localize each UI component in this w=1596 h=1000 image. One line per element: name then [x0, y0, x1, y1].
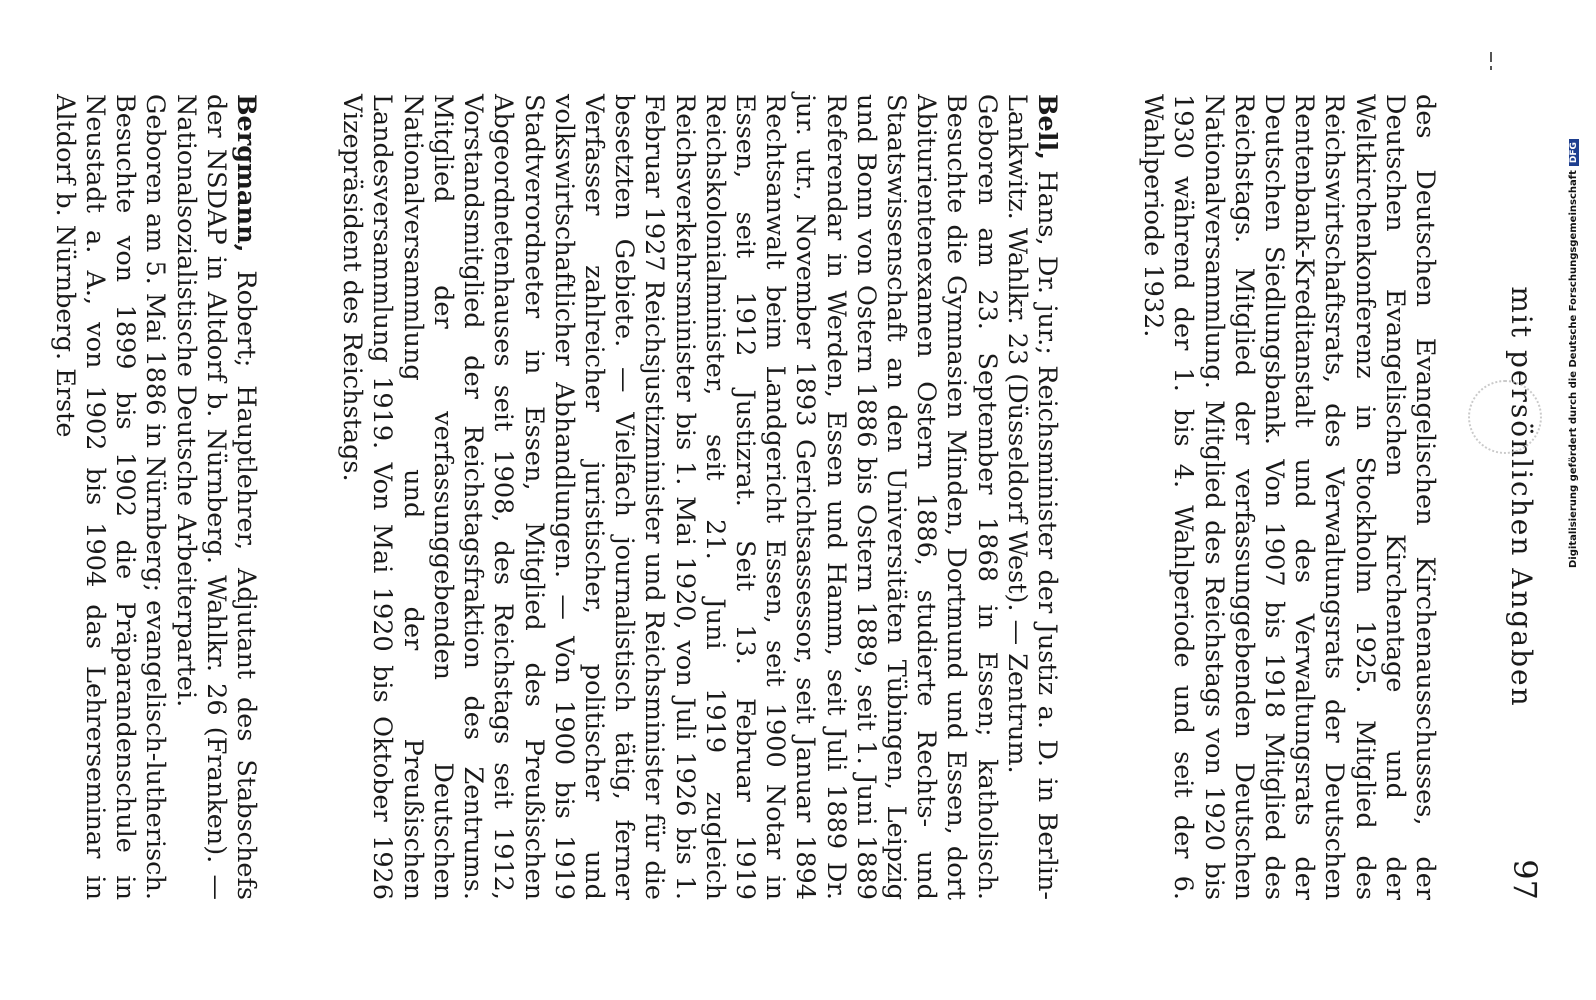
library-stamp	[1468, 380, 1542, 454]
running-head: mit persönlichen Angaben	[1505, 286, 1538, 708]
entries	[50, 94, 1440, 900]
digitization-note	[1568, 8, 1594, 568]
entry-intro: Robert; Hauptlehrer, Adjutant des Stabschefs der NSDAP in Altdorf b. Nürnberg. Wahlkr. 26 (Franken). — Nationalsozialistische Deutsche Arbeiterpartei.	[170, 94, 262, 900]
entry-intro: Hans, Dr. jur.; Reichsminister der Justiz a. D. in Berlin-Lankwitz. Wahlkr. 23 (Düsseldorf West). — Zentrum.	[1001, 94, 1062, 900]
margin-mark	[1490, 52, 1492, 62]
page-header	[1440, 94, 1560, 900]
entry-lead	[170, 94, 261, 900]
entry-name: Bergmann,	[231, 94, 262, 253]
page-number: 97	[1506, 859, 1544, 900]
entry-paragraph: Geboren am 5. Mai 1886 in Nürnberg; evangelisch-lutherisch. Besuchte von 1899 bis 1902 die Präparandenschule in Neustadt a. A., von 1902 bis 1904 das Lehrerseminar in Altdorf b. Nürnberg. Erste	[49, 94, 171, 900]
entry-bell	[337, 94, 1062, 900]
margin-mark	[1490, 66, 1492, 70]
digitization-text: Digitalisierung gefördert durch die Deutsche Forschungsgemeinschaft	[1568, 170, 1579, 568]
entry-bergmann	[50, 94, 261, 900]
dfg-logo: DFG	[1569, 139, 1579, 166]
entry-lead	[1002, 94, 1062, 900]
rotated-page	[0, 40, 1560, 940]
entry-paragraph: Geboren am 23. September 1868 in Essen; katholisch. Besuchte die Gymnasien Minden, Dortmund und Essen, dort Abiturientenexamen Ostern 1886, studierte Rechts- und Staatswissenschaft an den Universitäten Tübingen, Leipzig und Bonn von Ostern 1886 bis Ostern 1889, seit 1. Juni 1889 Referendar in Werden, Essen und Hamm, seit Juli 1889 Dr. jur. utr., November 1893 Gerichtsassessor, seit Januar 1894 Rechtsanwalt beim Landgericht Essen, seit 1900 Notar in Essen, seit 1912 Justizrat. Seit 13. Februar 1919 Reichskolonialminister, seit 21. Juni 1919 zugleich Reichsverkehrsminister bis 1. Mai 1920, von Juli 1926 bis 1. Februar 1927 Reichsjustizminister und Reichsminister für die besetzten Gebiete. — Vielfach journalistisch tätig, ferner Verfasser zahlreicher juristischer, politischer und volkswirtschaftlicher Abhandlungen. — Von 1900 bis 1919 Stadtverordneter in Essen, Mitglied des Preußischen Abgeordnetenhauses seit 1908, des Reichstags seit 1912, Vorstandsmitglied der Reichstagsfraktion des Zentrums. Mitglied der verfassunggebenden Deutschen Nationalversammlung und der Preußischen Landesversammlung 1919. Von Mai 1920 bis Oktober 1926 Vizepräsident des Reichstags.	[337, 94, 1002, 900]
entry-name: Bell,	[1031, 94, 1062, 161]
entry-paragraph: des Deutschen Evangelischen Kirchenausschusses, der Deutschen Evangelischen Kirchentage und der Weltkirchenkonferenz in Stockholm 1925. Mitglied des Reichswirtschaftsrats, des Verwaltungsrats der Deutschen Rentenbank-Kreditanstalt und des Verwaltungsrats der Deutschen Siedlungsbank. Von 1907 bis 1918 Mitglied des Reichstags. Mitglied der verfassunggebenden Deutschen Nationalversammlung. Mitglied des Reichstags von 1920 bis 1930 während der 1. bis 4. Wahlperiode und seit der 6. Wahlperiode 1932.	[1138, 94, 1440, 900]
entry-continued	[1138, 94, 1440, 900]
